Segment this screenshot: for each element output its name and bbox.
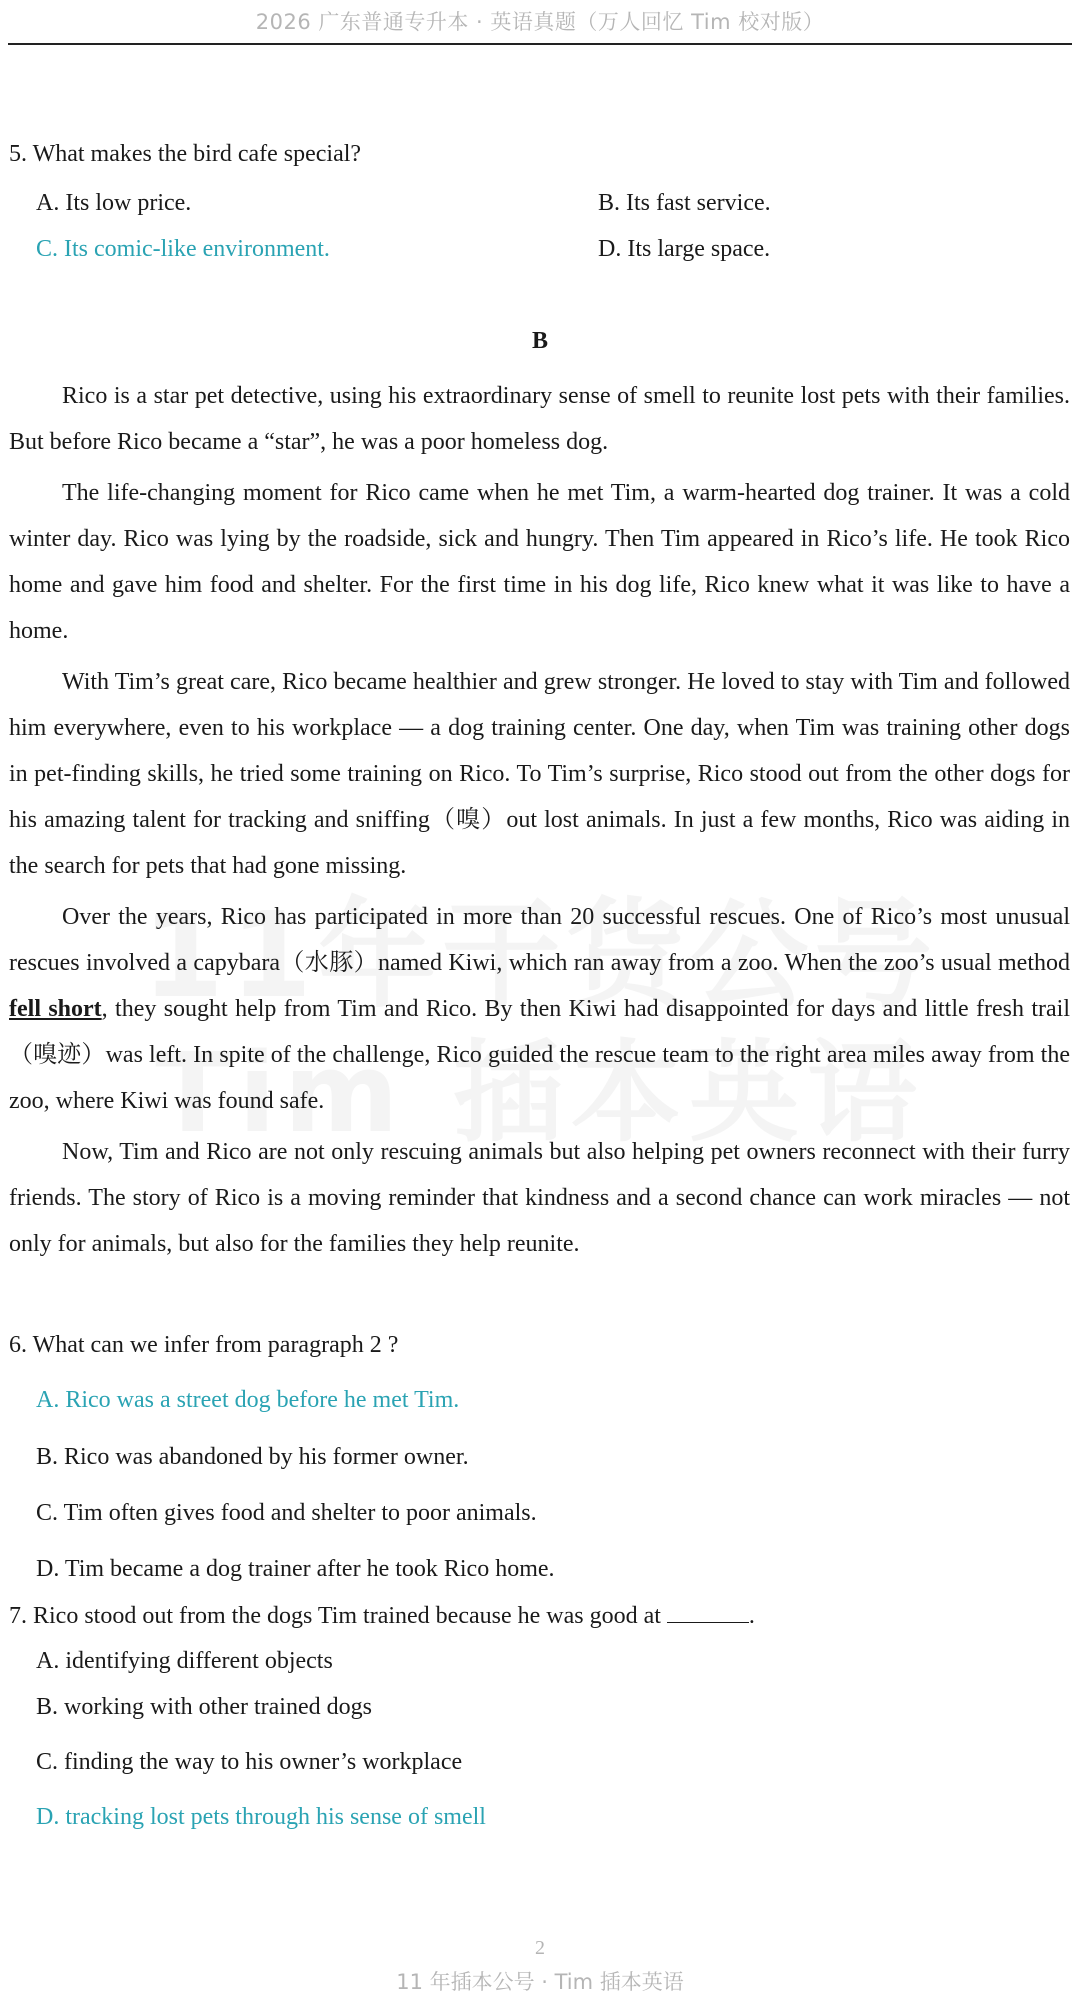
passage-paragraph-3: With Tim’s great care, Rico became healthier and grew stronger. He loved to stay with Tim and followed him everywhere, even to his workplace — a dog training center. One day, when Tim was training other dogs in pet-finding skills, he tried some training on Rico. To Tim’s surprise, Rico stood out from the other dogs for his amazing talent for tracking and sniffing（嗅）out lost animals. In just a few months, Rico was aiding in the search for pets that had gone missing. [9, 669, 1070, 879]
q7-option-d-answer: D. tracking lost pets through his sense of smell [36, 1804, 486, 1830]
paragraph-4-text-end: , they sought help from Tim and Rico. By then Kiwi had disappointed for days and little fresh trail（嗅迹）was left. In spite of the challenge, Rico guided the rescue team to the right area miles away from the zoo, where Kiwi was found safe. [9, 996, 1071, 1114]
reading-passage [9, 373, 1070, 1272]
q6-option-a-answer: A. Rico was a street dog before he met Tim. [36, 1387, 460, 1413]
q5-option-b: B. Its fast service. [598, 190, 771, 216]
question-7-end: . [748, 1603, 755, 1629]
q6-option-d: D. Tim became a dog trainer after he took Rico home. [36, 1556, 555, 1582]
passage-paragraph-2: The life-changing moment for Rico came when he met Tim, a warm-hearted dog trainer. It was a cold winter day. Rico was lying by the roadside, sick and hungry. Then Tim appeared in Rico’s life. He took Rico home and gave him food and shelter. For the first time in his dog life, Rico knew what it was like to have a home. [9, 480, 1070, 644]
question-7-text: 7. Rico stood out from the dogs Tim trained because he was good at [9, 1603, 667, 1629]
q7-option-a: A. identifying different objects [36, 1648, 333, 1674]
q6-option-b: B. Rico was abandoned by his former owner. [36, 1444, 469, 1470]
question-7 [9, 1600, 755, 1631]
page-number: 2 [535, 1937, 545, 1959]
passage-paragraph-5: Now, Tim and Rico are not only rescuing animals but also helping pet owners reconnect with their furry friends. The story of Rico is a moving reminder that kindness and a second chance can work miracles — not only for animals, but also for the families they help reunite. [9, 1139, 1070, 1257]
q5-option-c-answer: C. Its comic-like environment. [36, 236, 330, 262]
q6-option-c: C. Tim often gives food and shelter to poor animals. [36, 1500, 537, 1526]
header-divider [8, 43, 1072, 45]
page-header: 2026 广东普通专升本 · 英语真题（万人回忆 Tim 校对版） [255, 10, 825, 34]
q7-option-c: C. finding the way to his owner’s workplace [36, 1749, 463, 1775]
passage-paragraph-4 [9, 894, 1070, 1124]
question-6: 6. What can we infer from paragraph 2 ? [9, 1332, 399, 1358]
underlined-phrase: fell short [9, 996, 102, 1022]
q5-option-d: D. Its large space. [598, 236, 771, 262]
page-footer: 11 年插本公号 · Tim 插本英语 [396, 1970, 684, 1994]
section-heading: B [531, 328, 548, 354]
q5-option-a: A. Its low price. [36, 190, 192, 216]
passage-paragraph-1: Rico is a star pet detective, using his extraordinary sense of smell to reunite lost pets with their families. But before Rico became a “star”, he was a poor homeless dog. [9, 383, 1070, 455]
question-5: 5. What makes the bird cafe special? [9, 141, 362, 167]
answer-blank [667, 1600, 749, 1623]
paragraph-4-text-start: Over the years, Rico has participated in more than 20 successful rescues. One of Rico’s most unusual rescues involved a capybara（水豚）named Kiwi, which ran away from a zoo. When the zoo’s usual method [9, 904, 1070, 976]
q7-option-b: B. working with other trained dogs [36, 1694, 372, 1720]
